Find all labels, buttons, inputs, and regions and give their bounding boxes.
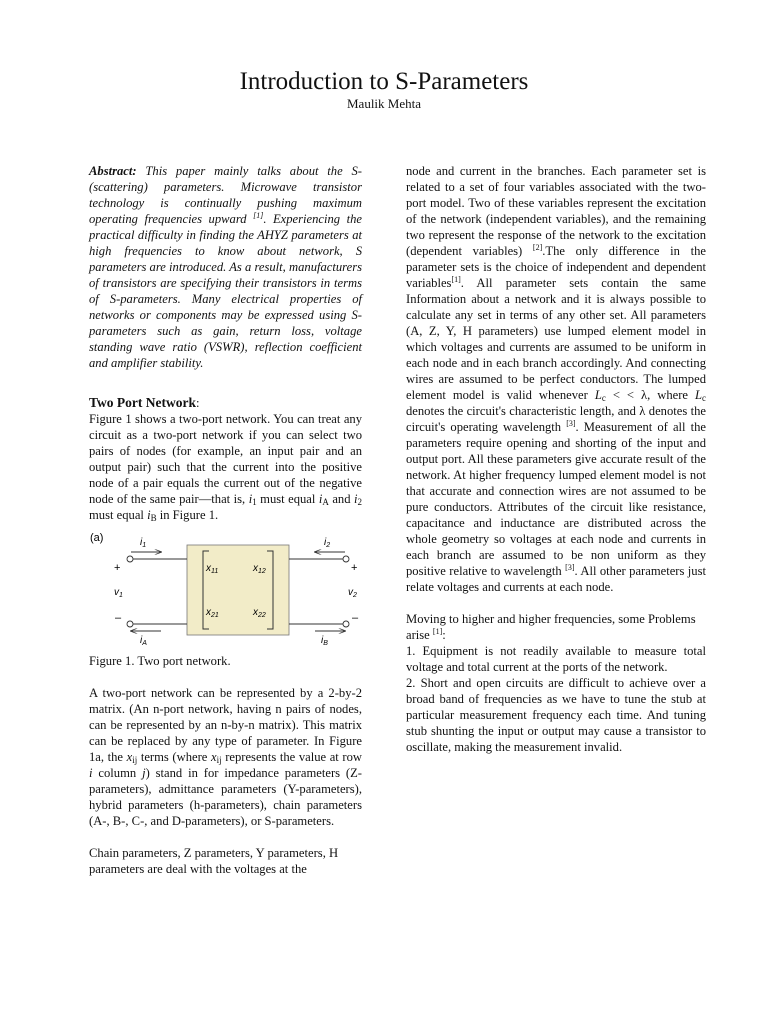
citation: [3] (565, 563, 575, 572)
citation: [2] (532, 243, 543, 252)
abstract-label: Abstract: (89, 164, 137, 178)
citation: [1] (451, 275, 461, 284)
terminal (127, 621, 133, 627)
matrix-x21: $x_{21}$ (206, 607, 219, 619)
paragraph: Figure 1 shows a two-port network. You can treat any circuit as a two-port network if you can select two pairs of nodes (for example, an input pair and an output pair) such that the current into the positive node of a pair equals the current out of the negative node of the same pair—that is, $i_1$ must equal $i_A$ and $i_2$ must equal $i_B$ in Figure 1. (89, 412, 363, 523)
section-heading: Two Port Network: (89, 395, 200, 410)
left-column (89, 163, 362, 877)
terminal (343, 556, 349, 562)
paragraph: A two-port network can be represented by a 2-by-2 matrix. (An n-port network, having n pairs of nodes, can be represented by an n-by-n matrix). This matrix can be replaced by any type of parameter. In Figure 1a, the $x_{ij}$ terms (where $x_{ij}$ represents the value at row i column j) stand in for impedance parameters (Z-parameters), admittance parameters (Y-parameters), hybrid parameters (h-parameters), chain parameters (A-, B-, C-, and D-parameters), or S-parameters. (89, 686, 363, 828)
terminal (343, 621, 349, 627)
label-i2: $i_2$ (324, 537, 331, 549)
citation: [1] (432, 627, 443, 636)
plus-sign-right: + (351, 562, 358, 574)
minus-sign-right: – (352, 612, 359, 624)
minus-sign-left: – (115, 612, 122, 624)
list-item: 1. Equipment is not readily available to measure total voltage and total current at the ports of the network. (406, 644, 706, 674)
label-iA: $i_A$ (140, 635, 147, 647)
matrix-x12: $x_{12}$ (253, 563, 266, 575)
network-box (187, 545, 289, 635)
author-name: Maulik Mehta (346, 96, 421, 111)
citation: [1] (253, 211, 264, 220)
citation: [3] (566, 419, 576, 428)
plus-sign-left: + (114, 562, 121, 574)
label-v2: $v_2$ (348, 587, 357, 599)
paragraph: Chain parameters, Z parameters, Y parameters, H parameters are deal with the voltages at the (89, 846, 339, 876)
paragraph: node and current in the branches. Each parameter set is related to a set of four variables associated with the two-port model. Two of these variables represent the excitation of the network (independent variables), and the remaining two represent the response of the network to the excitation (dependent variables) [2].The only difference in the parameter sets is the choice of independent and dependent variables[1]. All parameter sets contain the same Information about a network and it is always possible to calculate any set in terms of any other set. All parameters (A, Z, Y, H parameters) use lumped element model in which voltages and currents are assumed to be uniform in each node and in each branch accordingly. And connecting wires are assumed to be perfect conductors. The lumped element model is valid whenever $L_c$ < < λ, where $L_c$ denotes the circuit's characteristic length, and λ denotes the circuit's operating wavelength [3]. Measurement of all the parameters require opening and shorting of the input and output port. All these parameters give accurate result of the network. At higher frequency lumped element model is not that accurate and connection wires are not assumed to be pure conductors. Attributes of the circuit like resistance, capacitance and inductance are distributed across the whole geometry so voltages at each node and currents in each branch are assumed to be non uniform as they positive relative to wavelength [3]. All other parameters just relate voltages and currents at each node. (406, 164, 707, 594)
matrix-x11: $x_{11}$ (206, 563, 219, 575)
paper-title: Introduction to S-Parameters (239, 68, 529, 95)
list-item: 2. Short and open circuits are difficult to achieve over a broad band of frequencies as we have to tune the stub at particular measurement frequency each time. And tuning stub shunting the input or output may cause a transistor to oscillate, making the measurement invalid. (406, 676, 706, 754)
matrix-x22: $x_{22}$ (253, 607, 266, 619)
label-v1: $v_1$ (114, 587, 123, 599)
figure-caption: Figure 1. Two port network. (89, 654, 231, 668)
label-i1: $i_1$ (140, 537, 147, 549)
terminal (127, 556, 133, 562)
paragraph: Moving to higher and higher frequencies, some Problems arise [1]: (406, 612, 696, 642)
label-iB: $i_B$ (321, 635, 328, 647)
right-column (406, 163, 706, 755)
abstract: Abstract: This paper mainly talks about the S-(scattering) parameters. Microwave transistor technology is continually pushing maximum operating frequencies upward [1]. Experiencing the practical difficulty in finding the AHYZ parameters at high frequencies to know about network, S parameters are introduced. As a result, manufacturers of transistors are specifying their transistors in terms of S-parameters. Many electrical properties of networks or components may be expressed using S-parameters such as gain, return loss, voltage standing wave ratio (VSWR), reflection coefficient and amplifier stability. (89, 164, 362, 370)
two-port-network-figure (89, 529, 362, 651)
panel-label: (a) (90, 532, 104, 544)
